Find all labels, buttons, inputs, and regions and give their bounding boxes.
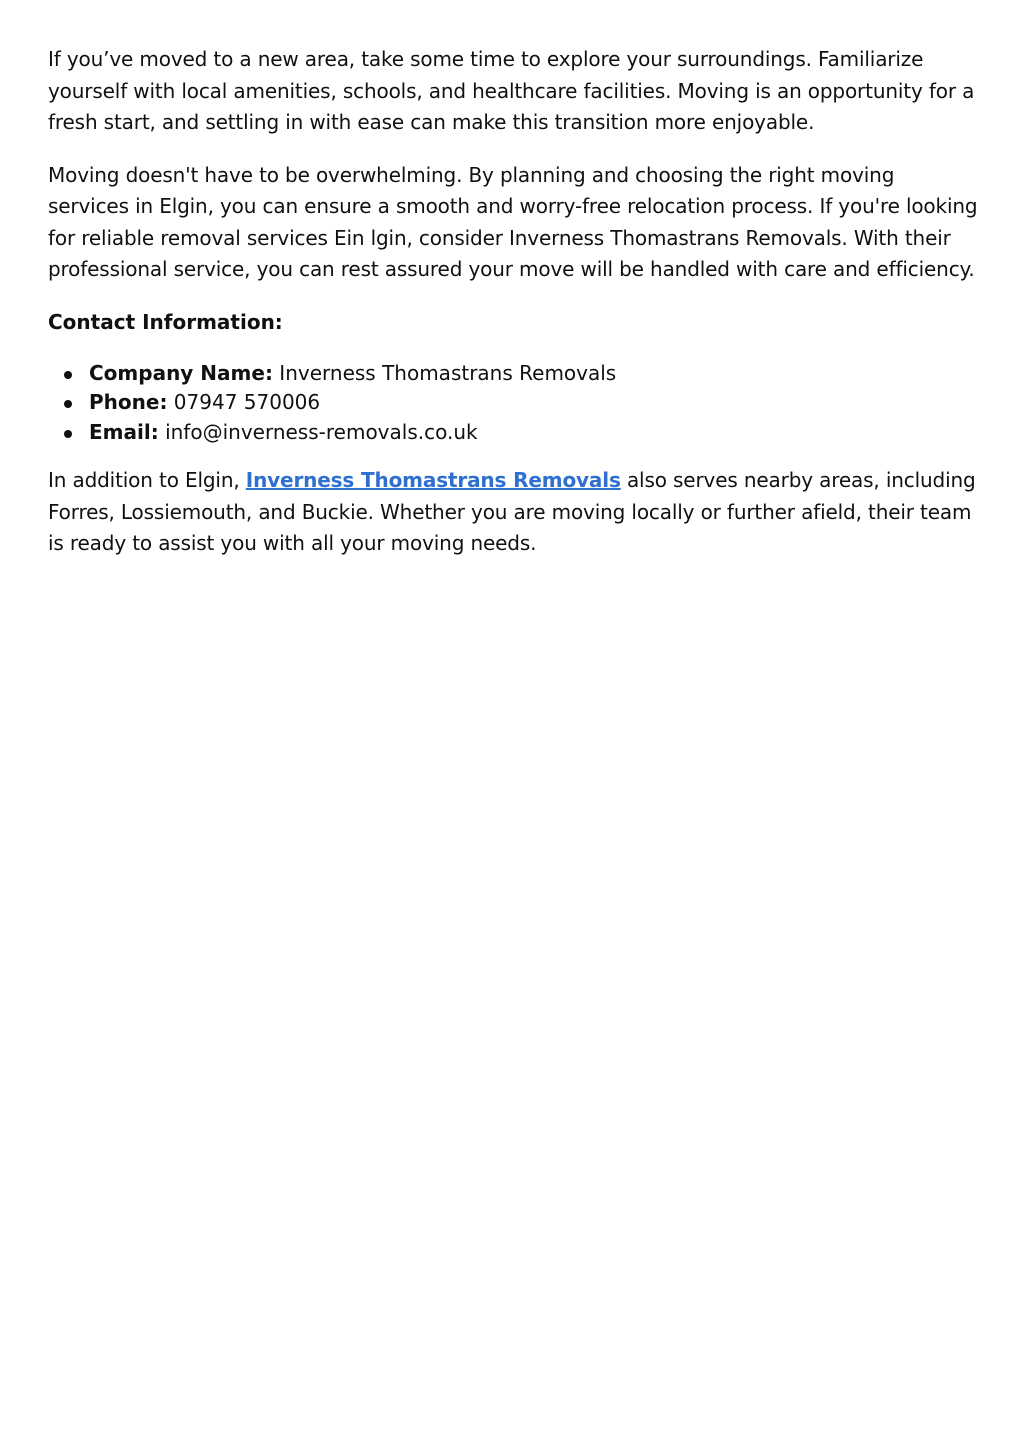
bullet-icon bbox=[64, 371, 72, 379]
contact-item-company bbox=[48, 359, 980, 389]
bullet-icon bbox=[64, 430, 72, 438]
email-value: info@inverness-removals.co.uk bbox=[158, 419, 478, 444]
paragraph-explore-area: If you’ve moved to a new area, take some time to explore your surroundings. Familiarize yourself with local amenities, schools, and healthcare facilities. Moving is an opportunity for a fresh start, and settling in with ease can make this transition more enjoyable. bbox=[48, 47, 975, 134]
closing-text-before-link: In addition to Elgin, bbox=[48, 468, 246, 492]
company-label: Company Name: bbox=[89, 360, 273, 385]
phone-value: 07947 570006 bbox=[167, 390, 321, 414]
paragraph-moving-services: Moving doesn't have to be overwhelming. By planning and choosing the right moving services in Elgin, you can ensure a smooth and worry-free relocation process. If you're looking for reliable removal services Ein lgin, consider Inverness Thomastrans Removals. With their professional service, you can rest assured your move will be handled with care and efficiency. bbox=[48, 162, 978, 281]
contact-heading: Contact Information: bbox=[48, 309, 283, 334]
document-page bbox=[48, 44, 980, 581]
contact-list bbox=[48, 359, 980, 448]
closing-text-after-link: also serves nearby areas, including Forres, Lossiemouth, and Buckie. Whether you are moving locally or further afield, their team is ready to assist you with all your moving needs. bbox=[48, 468, 976, 555]
paragraph-service-areas bbox=[48, 465, 980, 560]
bullet-icon bbox=[64, 400, 72, 408]
company-link[interactable]: Inverness Thomastrans Removals bbox=[245, 468, 621, 492]
contact-item-phone bbox=[48, 388, 980, 418]
company-value: Inverness Thomastrans Removals bbox=[272, 360, 617, 385]
contact-item-email bbox=[48, 418, 980, 448]
phone-label: Phone: bbox=[89, 390, 168, 414]
email-label: Email: bbox=[89, 419, 159, 444]
